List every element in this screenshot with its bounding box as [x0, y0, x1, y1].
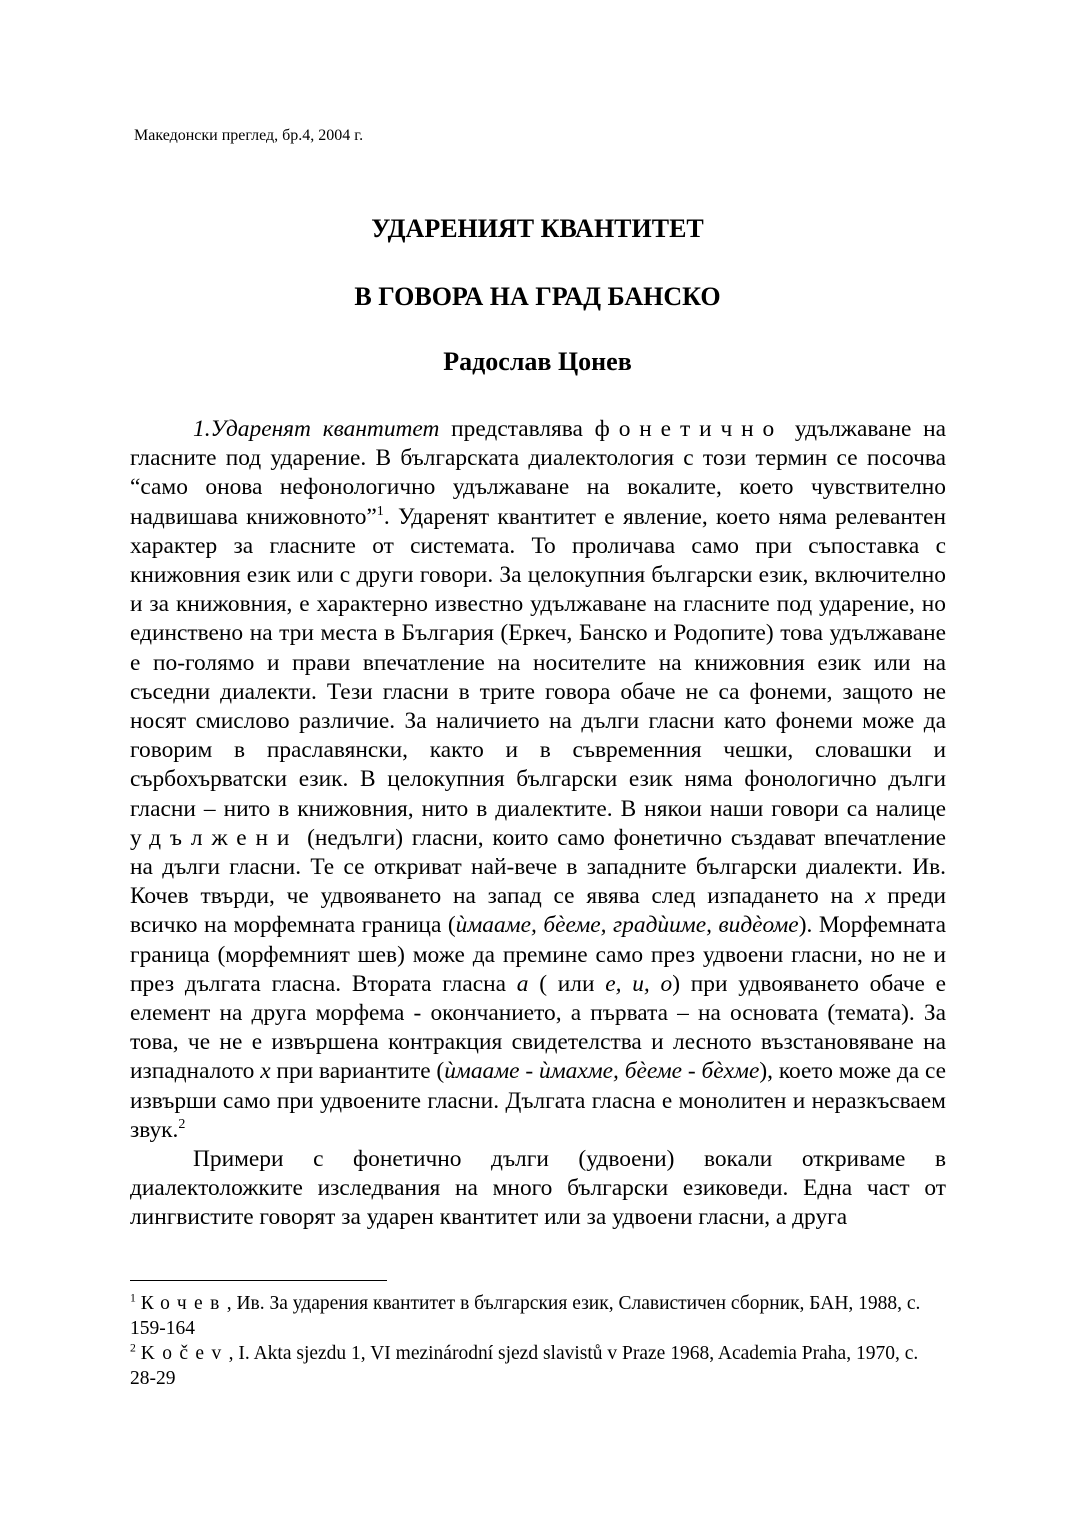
title-line-1: УДАРЕНИЯТ КВАНТИТЕТ: [371, 214, 704, 243]
spaced-word: удължени: [130, 824, 299, 851]
spaced-word: фонетично: [594, 416, 784, 442]
journal-header: Македонски преглед, бр.4, 2004 г.: [134, 127, 364, 144]
author-name: Радослав Цонев: [443, 347, 632, 376]
footnotes: [130, 1291, 946, 1391]
paragraph-1: 1.Ударенят квантитет представлява фонетично удължаване на гласните под ударение. В българската диалектология с този термин се посочва “само онова нефонологично удължаване на вокалите, което чувствително надвишава книжовното”$^1$. Ударенят квантитет е явление, което няма релевантен характер за гласните от системата. То проличава само при съпоставка с книжовния език или с други говори. За целокупния български език, включително и за книжовния, е характерно известно удължаване на гласните под ударение, но единствено на три места в България (Еркеч, Банско и Родопите) това удължаване е по-голямо и прави впечатление на носителите на книжовния език или на съседни диалекти. Тези гласни в трите говора обаче не са фонеми, защото не носят смислово различие. За наличието на дълги гласни като фонеми може да говорим в праславянски, както и в съвременния чешки, словашки и сърбохърватски език. В целокупния български език няма фонологично дълги гласни – нито в книжовния, нито в диалектите. В някои наши говори са налице удължени (недълги) гласни, които само фонетично създават впечатление на дълги гласни. Те се откриват най-вече в западните български диалекти. Ив. Кочев твърди, че удвояването на запад се явява след изпадането на х преди всичко на морфемната граница (ѝмааме, бѐеме, градѝиме, видѐоме). Морфемната граница (морфемният шев) може да премине само през удвоени гласни, но не и през дългата гласна. Втората гласна а ( или е, и, о) при удвояването обаче е елемент на друга морфема - окончанието, а първата – на основата (темата). За това, че не е извършена контракция свидетелства и лесното възстановяване на изпадналото х при вариантите (ѝмааме - ѝмахме, бѐеме - бѐхме), което може да се извърши само при удвоените гласни. Дългата гласна е монолитен и неразкъсваем звук.$^2$: [130, 416, 947, 1143]
footnote-divider: [130, 1280, 387, 1281]
footnote-1: $^1$ Кочев, Ив. За ударения квантитет в българския език, Славистичен сборник, БАН, 1988, с. 159-164: [130, 1291, 921, 1339]
footnote-ref-1: 1: [376, 502, 384, 519]
paragraph-2: Примери с фонетично дълги (удвоени) вокали откриваме в диалектоложките изследвания на много български езиковеди. Една част от лингвистите говорят за ударен квантитет или за удвоени гласни, а друга: [130, 1146, 946, 1231]
footnote-2: $^2$ Kočev, I. Akta sjezdu 1, VI mezinárodní sjezd slavistů v Praze 1968, Academia Praha, 1970, c. 28-29: [130, 1341, 919, 1389]
lead-italic: 1.Ударенят квантитет: [193, 416, 440, 442]
footnote-ref-2: 2: [178, 1116, 186, 1133]
article-body: [130, 415, 946, 1233]
title-line-2: В ГОВОРА НА ГРАД БАНСКО: [354, 282, 721, 311]
